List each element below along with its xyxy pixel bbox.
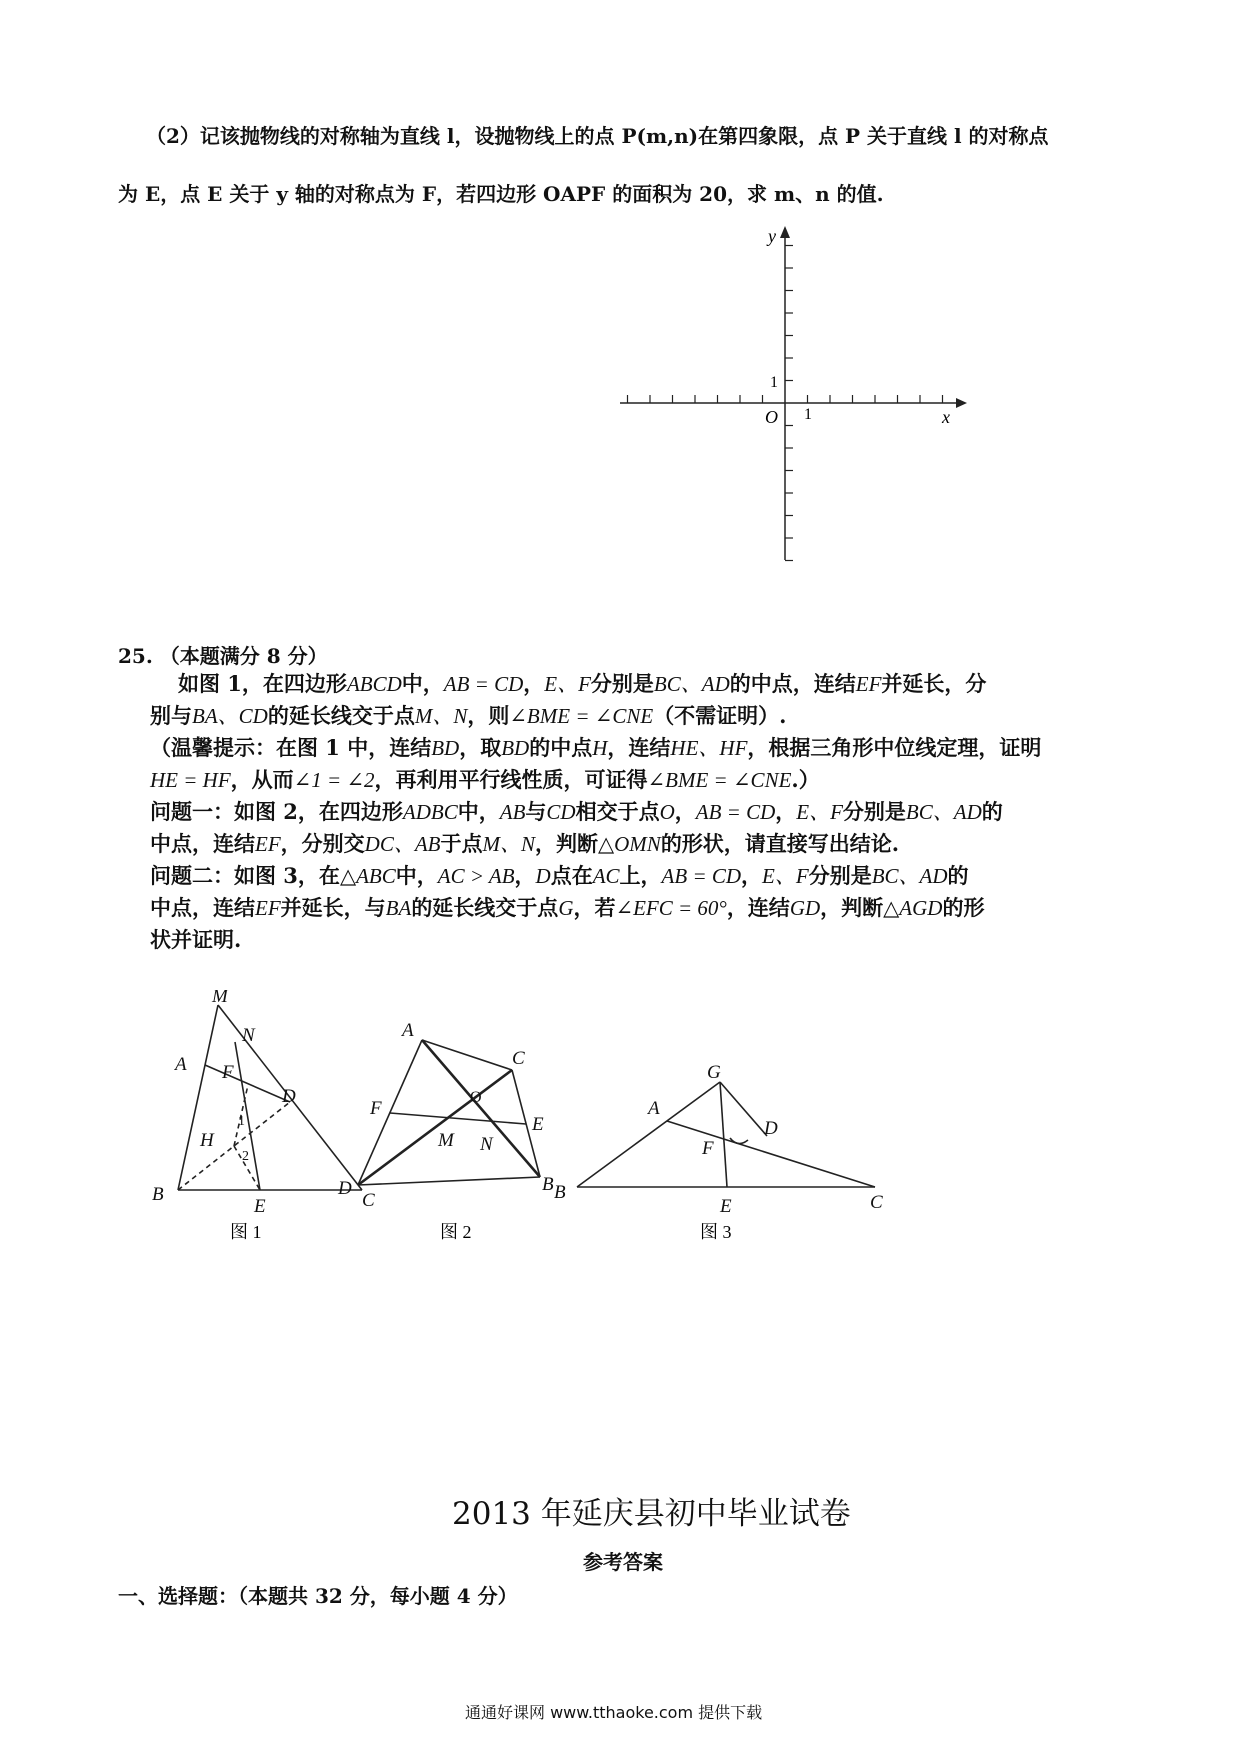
fig3-caption: 图 3: [700, 1222, 732, 1242]
fig1-label-M: M: [212, 990, 228, 1007]
answer-subtitle: 参考答案: [583, 1550, 663, 1574]
answer-section1-heading: 一、选择题：（本题共 32 分，每小题 4 分）: [118, 1584, 518, 1608]
fig1-label-D: D: [282, 1086, 296, 1107]
fig3-label-E: E: [720, 1196, 732, 1217]
fig1-label-C: C: [362, 1190, 375, 1211]
x-unit-label: 1: [804, 406, 812, 423]
fig1-caption: 图 1: [230, 1222, 262, 1242]
fig2-label-O: O: [470, 1089, 482, 1106]
fig1-label-N: N: [242, 1025, 255, 1046]
q25-intro-line2: 别与BA、CD的延长线交于点M、N，则∠BME = ∠CNE（不需证明）.: [150, 703, 787, 728]
fig1-label-1: 1: [238, 1114, 245, 1129]
page-footer: 通通好课网 www.tthaoke.com 提供下载: [465, 1703, 763, 1722]
fig2-label-E: E: [532, 1114, 544, 1135]
fig1-label-A: A: [175, 1054, 187, 1075]
q24-part2-line2: 为 E，点 E 关于 y 轴的对称点为 F，若四边形 OAPF 的面积为 20，求 m、n 的值.: [118, 182, 884, 206]
x-axis-label: x: [942, 407, 950, 427]
fig1-label-2: 2: [242, 1149, 249, 1164]
fig1-label-F: F: [222, 1062, 234, 1083]
q25-problem2-line3: 状并证明.: [150, 927, 242, 952]
fig3-label-A: A: [648, 1098, 660, 1119]
fig2-label-M: M: [438, 1130, 454, 1151]
figure-1: [178, 1005, 362, 1190]
fig2-label-A: A: [402, 1020, 414, 1041]
fig3-label-G: G: [707, 1062, 721, 1083]
fig2-label-B: B: [542, 1174, 554, 1195]
q25-header: 25. （本题满分 8 分）: [118, 644, 328, 668]
q25-hint-line2: HE = HF，从而∠1 = ∠2，再利用平行线性质，可证得∠BME = ∠CNE.）: [150, 767, 820, 792]
q25-problem1-line2: 中点，连结EF，分别交DC、AB于点M、N，判断△OMN的形状，请直接写出结论.: [150, 831, 900, 856]
answer-title: 2013 年延庆县初中毕业试卷: [452, 1496, 851, 1532]
q24-part2-line1: （2）记该抛物线的对称轴为直线 l，设抛物线上的点 P(m,n)在第四象限，点 P 关于直线 l 的对称点: [146, 124, 1049, 148]
fig1-label-B: B: [152, 1184, 164, 1205]
figure-3: [577, 1082, 875, 1187]
q25-hint-line1: （温馨提示：在图 1 中，连结BD，取BD的中点H，连结HE、HF，根据三角形中位线定理，证明: [150, 735, 1042, 760]
fig3-label-D: D: [764, 1118, 778, 1139]
geometry-figures: [140, 990, 1010, 1250]
fig2-label-C: C: [512, 1048, 525, 1069]
q25-problem2-line1: 问题二：如图 3，在△ABC中，AC > AB，D点在AC上，AB = CD，E、F分别是BC、AD的: [150, 863, 969, 888]
fig2-label-D: D: [338, 1178, 352, 1199]
fig3-label-C: C: [870, 1192, 883, 1213]
fig2-label-N: N: [480, 1134, 493, 1155]
coordinate-axes: [610, 225, 980, 570]
origin-label: O: [765, 407, 778, 427]
fig3-label-B: B: [554, 1182, 566, 1203]
fig2-label-F: F: [370, 1098, 382, 1119]
fig1-label-E: E: [254, 1196, 266, 1217]
fig3-label-F: F: [702, 1138, 714, 1159]
q25-problem1-line1: 问题一：如图 2，在四边形ADBC中，AB与CD相交于点O，AB = CD，E、F分别是BC、AD的: [150, 799, 1003, 824]
q25-intro-line: 如图 1，在四边形ABCD中，AB = CD，E、F分别是BC、AD的中点，连结EF并延长，分: [178, 671, 987, 696]
q25-problem2-line2: 中点，连结EF并延长，与BA的延长线交于点G，若∠EFC = 60°，连结GD，判断△AGD的形: [150, 895, 985, 920]
fig1-label-H: H: [200, 1130, 214, 1151]
y-unit-label: 1: [770, 374, 778, 391]
fig2-caption: 图 2: [440, 1222, 472, 1242]
y-axis-label: y: [768, 226, 776, 246]
